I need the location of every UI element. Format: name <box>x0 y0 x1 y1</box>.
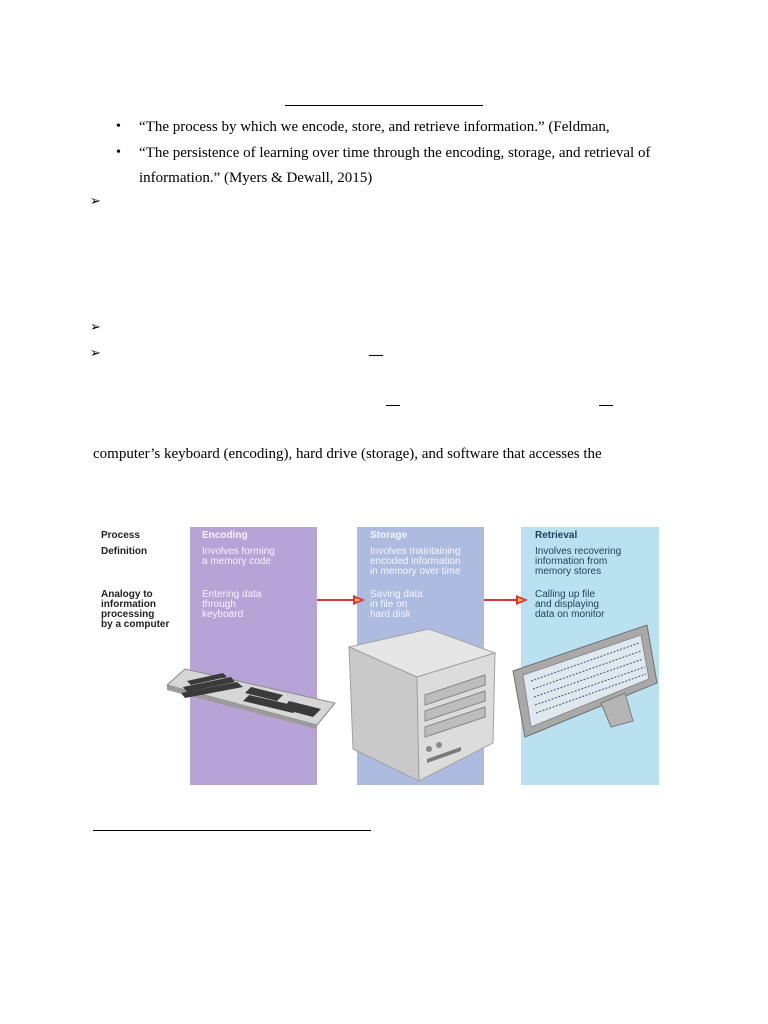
memory-process-figure <box>93 527 659 785</box>
heading-underline <box>285 105 483 106</box>
encoding-analogy: Entering data through keyboard <box>202 589 262 620</box>
em-dash <box>599 405 613 406</box>
encoding-title: Encoding <box>202 530 248 541</box>
definition-label: Definition <box>101 546 148 557</box>
bullet-dot: • <box>116 119 121 134</box>
bullet-dot: • <box>116 145 121 160</box>
process-label: Process <box>101 530 140 541</box>
em-dash <box>369 355 383 356</box>
storage-definition: Involves maintaining encoded information in memory over time <box>370 546 461 577</box>
analogy-body-line: computer’s keyboard (encoding), hard drive (storage), and software that accesses the <box>93 446 602 462</box>
arrowhead-bullet-icon: ➢ <box>90 320 101 335</box>
retrieval-analogy: Calling up file and displaying data on monitor <box>535 589 605 620</box>
arrow-encoding-to-storage-icon <box>317 594 365 606</box>
em-dash <box>386 405 400 406</box>
computer-tower-icon <box>343 627 503 783</box>
arrow-storage-to-retrieval-icon <box>484 594 528 606</box>
keyboard-icon <box>165 663 345 729</box>
arrowhead-bullet-icon: ➢ <box>90 194 101 209</box>
retrieval-title: Retrieval <box>535 530 578 541</box>
analogy-label: Analogy to information processing by a computer <box>101 589 170 630</box>
arrowhead-bullet-icon: ➢ <box>90 346 101 361</box>
definition-quote-myers-line2: information.” (Myers & Dewall, 2015) <box>139 170 373 186</box>
definition-quote-myers-line1: “The persistence of learning over time through the encoding, storage, and retrieval of <box>139 145 651 161</box>
monitor-icon <box>507 619 659 741</box>
retrieval-definition: Involves recovering information from memory stores <box>535 546 622 577</box>
storage-analogy: Saving data in file on hard disk <box>370 589 423 620</box>
encoding-definition: Involves forming a memory code <box>202 546 275 567</box>
definition-quote-feldman: “The process by which we encode, store, and retrieve information.” (Feldman, <box>139 119 610 135</box>
storage-title: Storage <box>370 530 408 541</box>
section-heading-underline <box>93 830 371 831</box>
